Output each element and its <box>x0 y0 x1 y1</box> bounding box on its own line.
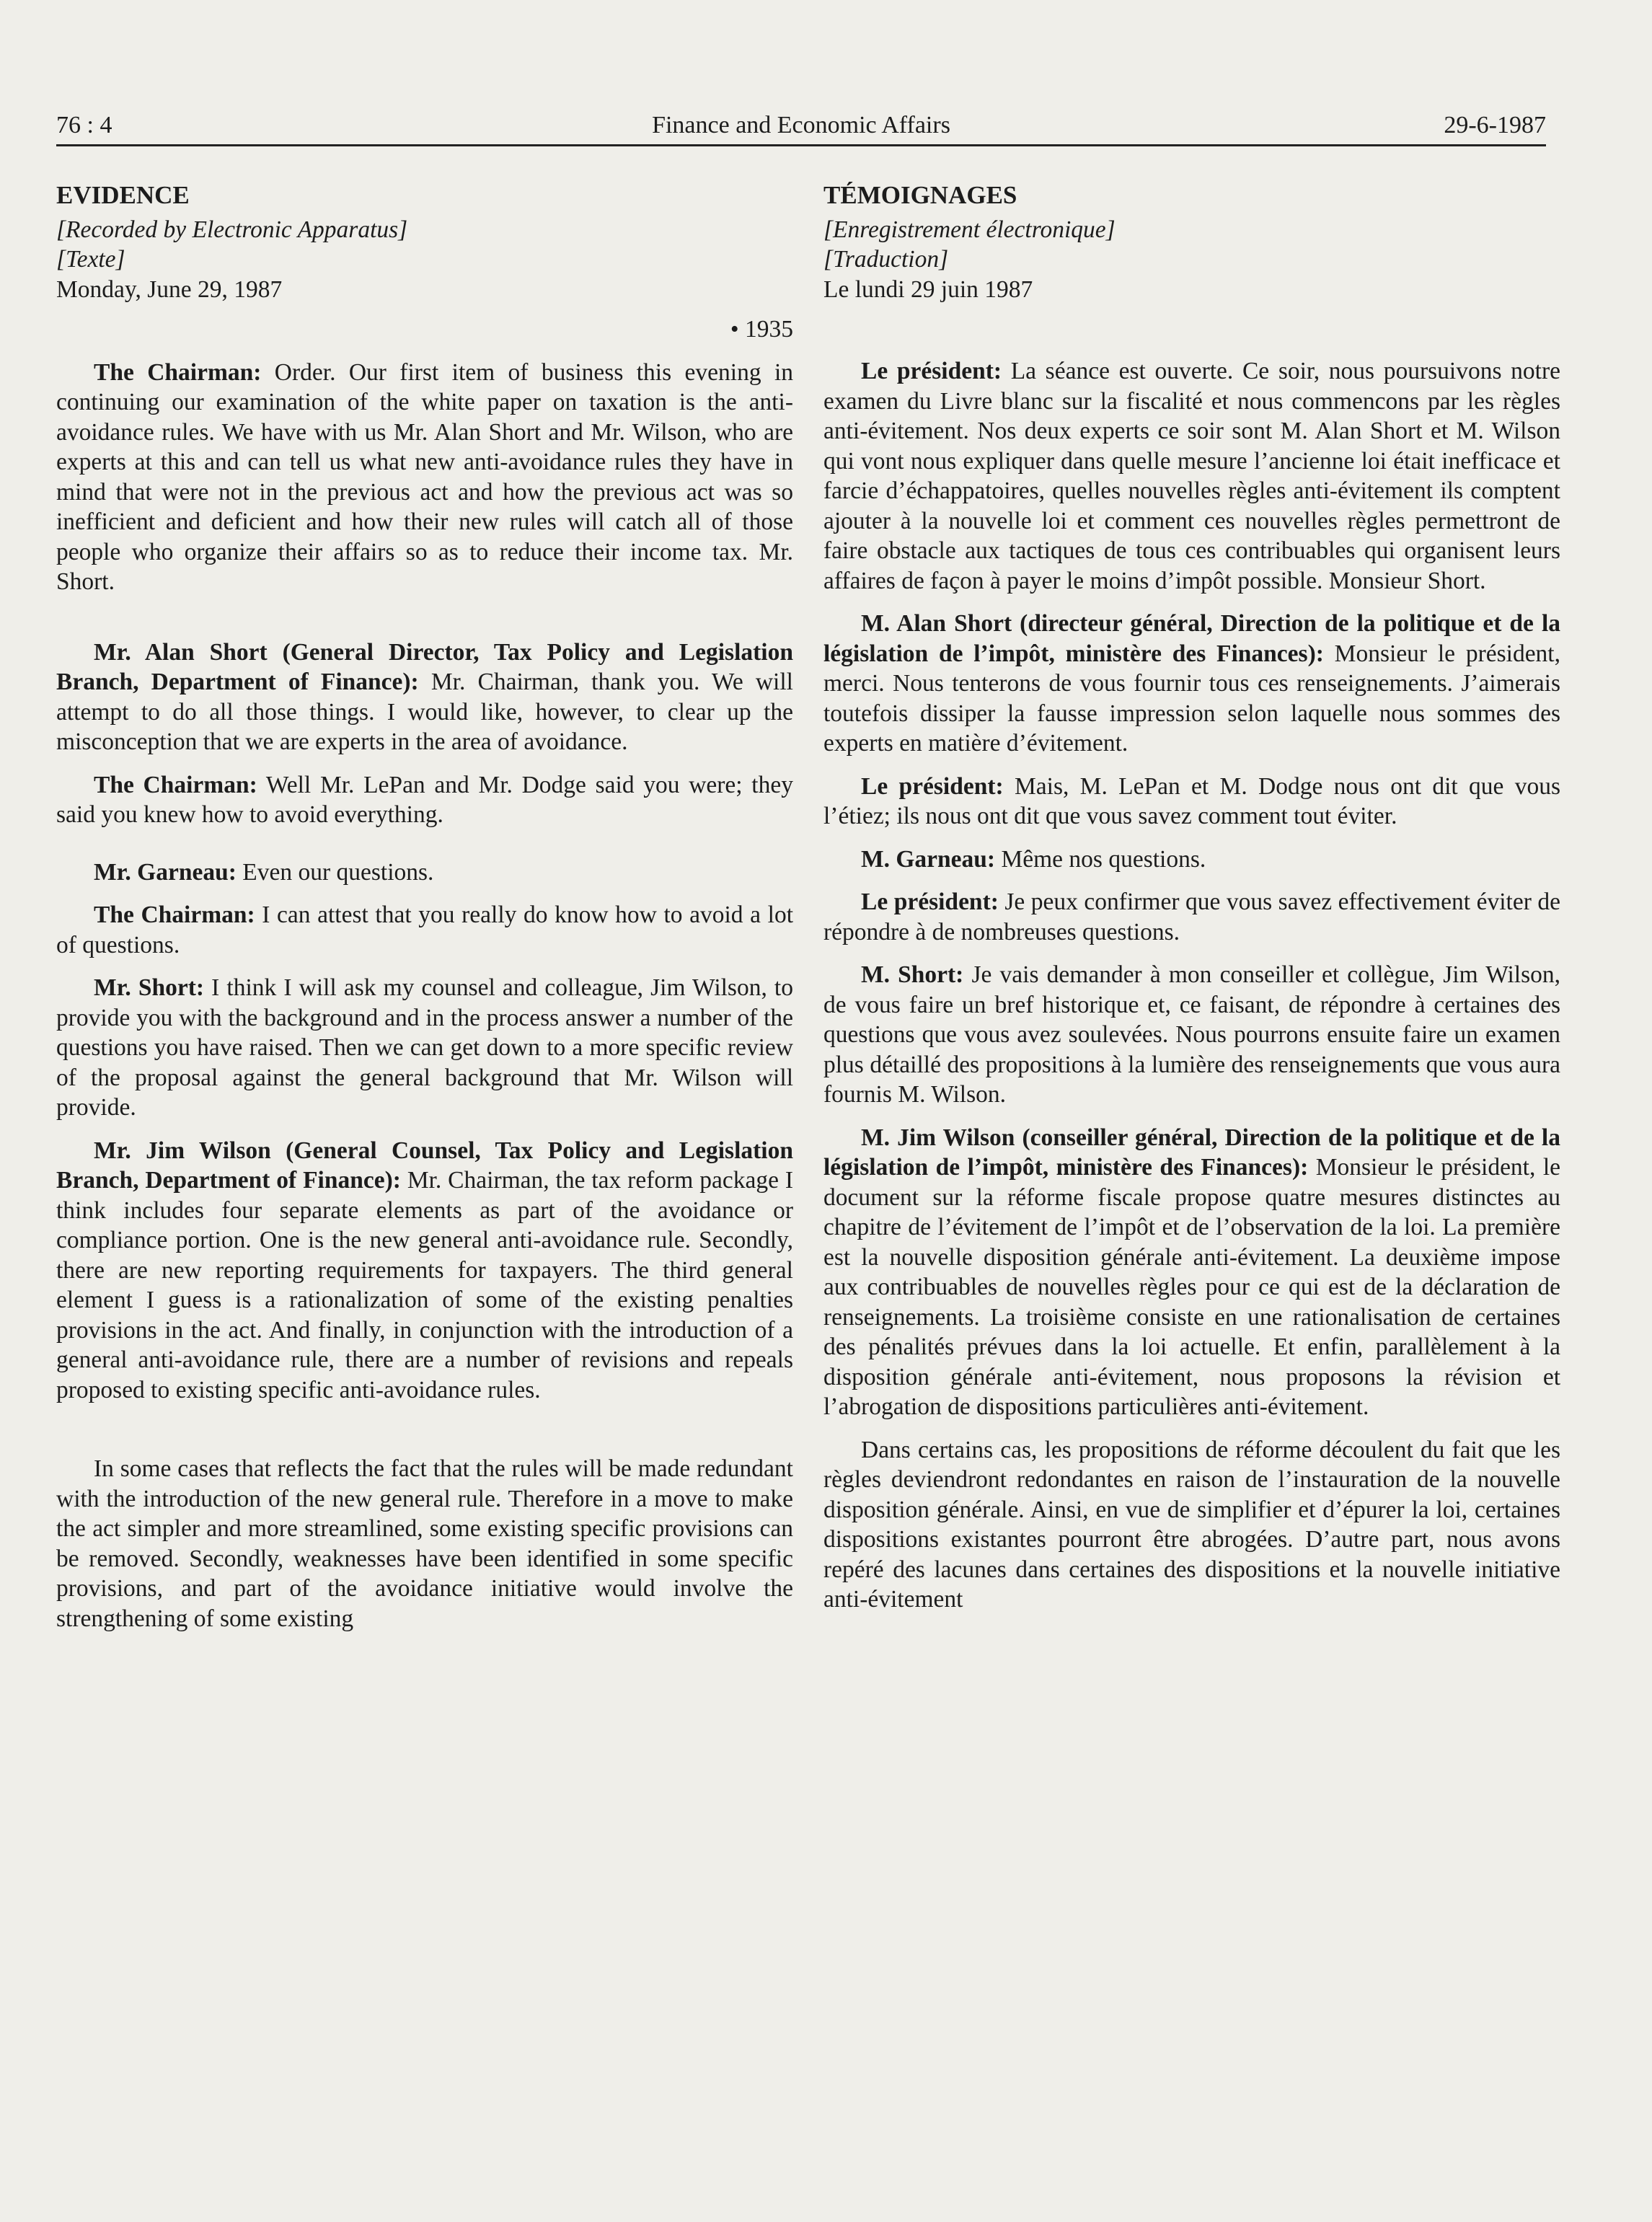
transcript-paragraph <box>56 973 793 1123</box>
speaker-name: Le président: <box>861 889 999 915</box>
temoignages-heading: TÉMOIGNAGES <box>823 181 1017 209</box>
speech-text: I think I will ask my counsel and colleague, Jim Wilson, to provide you with the background and in the process answer a number of the questions you have raised. Then we can get down to a more specific review of the proposal against the general background that Mr. Wilson will provide. <box>56 974 793 1121</box>
speech-text: Dans certains cas, les propositions de réforme découlent du fait que les règles deviendront redondantes en raison de l’instauration de la nouvelle disposition générale. Ainsi, en vue de simplifier et d’épurer la loi, certaines dispositions existantes pourront être abrogées. D’autre part, nous avons repéré des lacunes dans certaines des dispositions et la nouvelle initiative anti-évitement <box>823 1436 1560 1613</box>
transcript-paragraph-fr <box>823 1123 1560 1422</box>
speech-text: La séance est ouverte. Ce soir, nous poursuivons notre examen du Livre blanc sur la fiscalité et nous commencons par les règles anti-évitement. Nos deux experts ce soir sont M. Alan Short et M. Wilson qui vont nous expliquer dans quelle mesure l’ancienne loi était inefficace et farcie d’échappatoires, quelles nouvelles règles anti-évitement ils comptent ajouter à la nouvelle loi et comment ces nouvelles règles permettront de faire obstacle aux tactiques de tous ces contribuables qui organisent leurs affaires de façon à payer le moins d’impôt possible. Monsieur Short. <box>823 358 1560 594</box>
speaker-name: Mr. Alan Short (General Director, Tax Policy and Legislation Branch, Department of Finance): <box>56 638 793 695</box>
transcript-paragraph-fr <box>823 1435 1560 1615</box>
speaker-name: Mr. Garneau: <box>94 858 237 886</box>
speech-text: Monsieur le président, merci. Nous tenterons de vous fournir tous ces renseignements. J’aimerais toutefois dissiper la fausse impression selon laquelle nous sommes des experts en matière d’évitement. <box>823 640 1560 757</box>
english-column <box>56 180 793 1634</box>
speaker-name: The Chairman: <box>94 358 262 386</box>
speech-text: I can attest that you really do know how to avoid a lot of questions. <box>56 901 793 958</box>
french-column <box>823 180 1560 1615</box>
speech-text: Mr. Chairman, the tax reform package I think includes four separate elements as part of the avoidance or compliance portion. One is the new general anti-avoidance rule. Secondly, there are new reporting requirements for taxpayers. The third general element I guess is a rationalization of some of the existing penalties provisions in the act. And finally, in conjunction with the introduction of a general anti-avoidance rule, there are a number of revisions and repeals proposed to existing specific anti-avoidance rules. <box>56 1167 793 1403</box>
speech-text: Mr. Chairman, thank you. We will attempt to do all those things. I would like, however, to clear up the misconception that we are experts in the area of avoidance. <box>56 669 793 755</box>
transcript-paragraph-fr <box>823 960 1560 1110</box>
speech-text: Même nos questions. <box>995 845 1206 873</box>
page-header <box>56 107 1546 146</box>
speaker-name: M. Short: <box>861 961 964 988</box>
transcript-paragraph <box>56 638 793 757</box>
speech-text: Even our questions. <box>236 858 434 886</box>
recorded-note: [Recorded by Electronic Apparatus] <box>56 216 408 243</box>
speech-text: Order. Our first item of business this evening in continuing our examination of the white paper on taxation is the anti-avoidance rules. We have with us Mr. Alan Short and Mr. Wilson, who are experts at this and can tell us what new anti-avoidance rules they have in mind that were not in the previous act and how the previous act was so inefficient and deficient and how their new rules will catch all of those people who organize their affairs so as to reduce their income tax. Mr. Short. <box>56 358 793 595</box>
enregistrement-note: [Enregistrement électronique] <box>823 216 1116 243</box>
speaker-name: Le président: <box>861 772 1004 800</box>
speaker-name: Mr. Short: <box>94 974 205 1001</box>
transcript-paragraph-fr <box>823 609 1560 759</box>
speaker-name: The Chairman: <box>94 771 257 798</box>
speaker-name: M. Garneau: <box>861 845 996 873</box>
session-date-fr: Le lundi 29 juin 1987 <box>823 275 1033 303</box>
speaker-name: Le président: <box>861 358 1002 384</box>
transcript-paragraph-fr <box>823 772 1560 832</box>
page-date: 29-6-1987 <box>1444 112 1546 138</box>
speaker-name: Mr. Jim Wilson (General Counsel, Tax Policy and Legislation Branch, Department of Finance): <box>56 1137 793 1194</box>
transcript-paragraph-fr <box>823 356 1560 596</box>
transcript-paragraph <box>56 1454 793 1634</box>
speech-text: Mais, M. LePan et M. Dodge nous ont dit que vous l’étiez; ils nous ont dit que vous savez comment tout éviter. <box>823 772 1560 829</box>
speaker-name: M. Jim Wilson (conseiller général, Direction de la politique et de la législation de l’impôt, ministère des Finances): <box>823 1124 1560 1181</box>
transcript-paragraph <box>56 770 793 830</box>
evidence-heading: EVIDENCE <box>56 181 190 209</box>
speaker-name: M. Alan Short (directeur général, Direction de la politique et de la législation de l’impôt, ministère des Finances): <box>823 610 1560 667</box>
transcript-paragraph-fr <box>823 887 1560 947</box>
transcript-paragraph <box>56 358 793 597</box>
publication-title: Finance and Economic Affairs <box>652 112 950 138</box>
transcript-paragraph <box>56 900 793 960</box>
session-date: Monday, June 29, 1987 <box>56 275 283 303</box>
time-marker: • 1935 <box>730 316 793 343</box>
speech-text: Je peux confirmer que vous savez effectivement éviter de répondre à de nombreuses questions. <box>823 889 1560 945</box>
transcript-paragraph-fr <box>823 845 1560 875</box>
page-number: 76 : 4 <box>56 112 112 138</box>
traduction-note: [Traduction] <box>823 246 949 273</box>
speech-text: Monsieur le président, le document sur la réforme fiscale propose quatre mesures distinctes au chapitre de l’évitement de l’impôt et de l’observation de la loi. La première est la nouvelle disposition générale anti-évitement. La deuxième impose aux contribuables de nouvelles règles pour ce qui est de la déclaration de renseignements. La troisième consiste en une rationalisation de certaines des pénalités prévues dans la loi actuelle. Et enfin, parallèlement à la disposition générale anti-évitement, nous proposons la révision et l’abrogation de dispositions particulières anti-évitement. <box>823 1154 1560 1420</box>
speaker-name: The Chairman: <box>94 901 255 928</box>
speech-text: In some cases that reflects the fact that the rules will be made redundant with the introduction of the new general rule. Therefore in a move to make the act simpler and more streamlined, some existing specific provisions can be removed. Secondly, weaknesses have been identified in some specific provisions, and part of the avoidance initiative would involve the strengthening of some existing <box>56 1455 793 1632</box>
transcript-paragraph <box>56 1136 793 1406</box>
texte-note: [Texte] <box>56 246 125 273</box>
transcript-paragraph <box>56 858 793 888</box>
speech-text: Je vais demander à mon conseiller et collègue, Jim Wilson, de vous faire un bref historique et, ce faisant, de répondre à certaines des questions que vous avez soulevées. Nous pourrons ensuite faire un examen plus détaillé des propositions à la lumière des renseignements que vous aura fournis M. Wilson. <box>823 961 1561 1108</box>
speech-text: Well Mr. LePan and Mr. Dodge said you were; they said you knew how to avoid everything. <box>56 771 793 828</box>
